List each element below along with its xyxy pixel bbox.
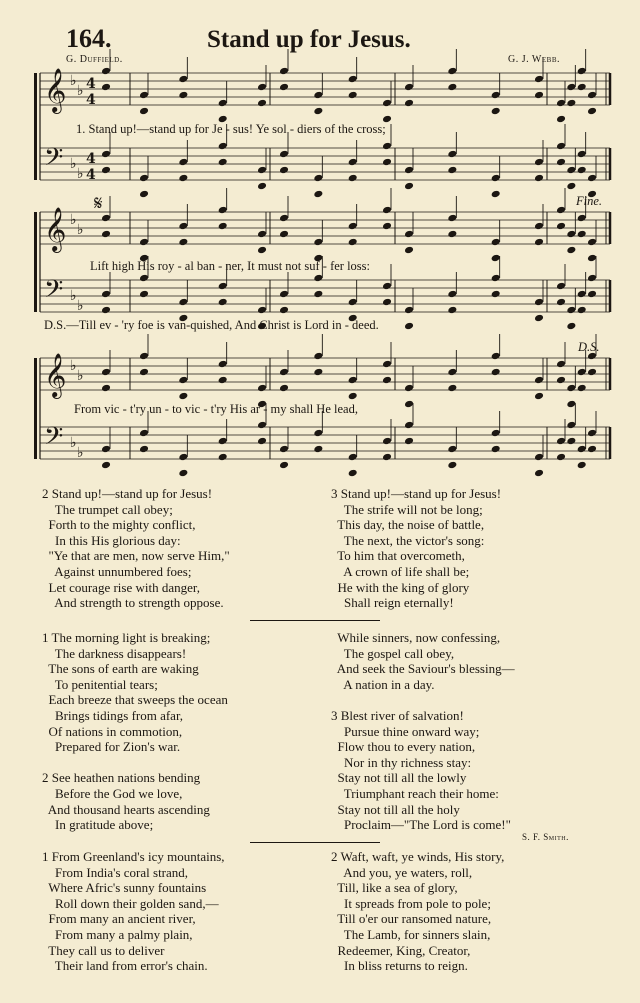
verse-line: Roll down their golden sand,— (42, 895, 219, 911)
note-head (556, 453, 566, 462)
verse-line: In this His glorious day: (42, 532, 181, 548)
bass-clef: 𝄢 (44, 275, 64, 310)
note-head (566, 322, 576, 331)
note-head (178, 158, 188, 167)
note-head (313, 368, 323, 377)
flat-sign: ♭ (77, 368, 84, 384)
verse-line: From many an ancient river, (42, 911, 196, 927)
note-head (257, 99, 267, 108)
verse-line: Where Afric's sunny fountains (42, 880, 207, 896)
note-head (577, 306, 587, 315)
note-head (447, 83, 457, 92)
verse-line: Till, like a sea of glory, (331, 880, 458, 896)
note-head (101, 83, 111, 92)
note-head (348, 75, 358, 84)
note-head (313, 238, 323, 247)
note-head (218, 222, 228, 231)
note-head (556, 298, 566, 307)
note-head (178, 453, 188, 462)
note-head (139, 238, 149, 247)
note-head (348, 453, 358, 462)
note-head (577, 384, 587, 393)
note-head (404, 306, 414, 315)
verse-line: Before the God we love, (42, 785, 183, 801)
bass-clef: 𝄢 (44, 422, 64, 457)
verse-line: In gratitude above; (42, 817, 154, 833)
verse-line: From many a palmy plain, (42, 926, 193, 942)
note-head (566, 99, 576, 108)
note-head (313, 174, 323, 183)
note-head (382, 282, 392, 291)
note-head (101, 306, 111, 315)
note-head (491, 174, 501, 183)
verse-line: Brings tidings from afar, (42, 707, 184, 723)
note-head (382, 222, 392, 231)
verse-line: To penitential tears; (42, 676, 158, 692)
note-head (139, 190, 149, 199)
verse-line: And you, ye waters, roll, (331, 864, 473, 880)
note-head (218, 360, 228, 369)
note-head (447, 67, 457, 76)
note-head (587, 174, 597, 183)
note-head (279, 166, 289, 175)
note-head (534, 392, 544, 401)
verse-line: The sons of earth are waking (42, 661, 199, 677)
note-head (587, 107, 597, 116)
note-head (382, 158, 392, 167)
note-head (101, 290, 111, 299)
note-head (491, 368, 501, 377)
flat-sign: ♭ (70, 435, 77, 451)
note-head (534, 75, 544, 84)
verse-line: While sinners, now confessing, (331, 630, 501, 645)
verse-line: 1 From Greenland's icy mountains, (42, 849, 225, 864)
note-head (279, 150, 289, 159)
note-head (178, 91, 188, 100)
verse-line: Stay not till all the lowly (331, 770, 467, 786)
note-head (313, 107, 323, 116)
note-head (101, 384, 111, 393)
flat-sign: ♭ (77, 83, 84, 99)
flat-sign: ♭ (70, 358, 77, 374)
note-head (534, 376, 544, 385)
treble-clef: 𝄞 (44, 207, 67, 251)
note-head (556, 158, 566, 167)
note-head (566, 306, 576, 315)
note-head (279, 214, 289, 223)
note-head (348, 469, 358, 478)
note-head (447, 445, 457, 454)
hymn-b-signature: S. F. Smith. (522, 832, 569, 842)
note-head (577, 290, 587, 299)
note-head (491, 190, 501, 199)
note-head (534, 91, 544, 100)
note-head (257, 306, 267, 315)
note-head (257, 166, 267, 175)
verse-line: The next, the victor's song: (331, 532, 485, 548)
note-head (313, 190, 323, 199)
note-head (218, 282, 228, 291)
note-head (382, 142, 392, 151)
note-head (491, 238, 501, 247)
note-head (577, 67, 587, 76)
verse-line: And strength to strength oppose. (42, 595, 224, 611)
note-head (218, 142, 228, 151)
note-head (101, 150, 111, 159)
note-head (139, 368, 149, 377)
note-head (382, 437, 392, 446)
note-head (313, 274, 323, 283)
verse-line: Stay not till all the holy (331, 801, 460, 817)
note-head (139, 429, 149, 438)
note-head (101, 67, 111, 76)
note-head (139, 174, 149, 183)
note-head (404, 384, 414, 393)
note-head (139, 91, 149, 100)
time-signature-top: 4 (86, 151, 96, 167)
verse-line: In bliss returns to reign. (331, 958, 468, 974)
note-head (577, 368, 587, 377)
verse-line: 2 See heathen nations bending (42, 770, 201, 786)
note-head (257, 246, 267, 255)
note-head (577, 214, 587, 223)
verse-line (42, 755, 228, 771)
note-head (491, 91, 501, 100)
author-credit: G. Duffield. (66, 54, 123, 65)
verse-line: Flow thou to every nation, (331, 739, 476, 755)
note-head (447, 461, 457, 470)
fine-marker: Fine. (576, 194, 603, 208)
note-head (404, 437, 414, 446)
note-head (348, 376, 358, 385)
flat-sign: ♭ (77, 445, 84, 461)
note-head (404, 322, 414, 331)
note-head (491, 352, 501, 361)
verse-line: 2 Stand up!—stand up for Jesus! (42, 486, 213, 501)
note-head (178, 222, 188, 231)
note-head (577, 230, 587, 239)
note-head (178, 238, 188, 247)
ds-marker: D.S. (578, 340, 600, 354)
verse-line: 3 Stand up!—stand up for Jesus! (331, 486, 502, 501)
system-brace (34, 358, 37, 459)
note-head (257, 83, 267, 92)
note-head (556, 115, 566, 124)
verse-line: The Lamb, for sinners slain, (331, 926, 491, 942)
verse-line: The gospel call obey, (331, 645, 455, 661)
note-head (178, 75, 188, 84)
note-head (139, 107, 149, 116)
note-head (404, 230, 414, 239)
note-head (279, 306, 289, 315)
composer-credit: G. J. Webb. (508, 54, 560, 65)
verse-line: Till o'er our ransomed nature, (331, 911, 492, 927)
note-head (577, 150, 587, 159)
note-head (404, 182, 414, 191)
note-head (556, 437, 566, 446)
verse-line: It spreads from pole to pole; (331, 895, 491, 911)
note-head (566, 384, 576, 393)
note-head (139, 290, 149, 299)
note-head (447, 214, 457, 223)
note-head (534, 314, 544, 323)
flat-sign: ♭ (77, 222, 84, 238)
note-head (404, 400, 414, 409)
note-head (101, 461, 111, 470)
note-head (382, 360, 392, 369)
note-head (101, 166, 111, 175)
note-head (534, 238, 544, 247)
note-head (447, 150, 457, 159)
note-head (534, 158, 544, 167)
section-divider (250, 620, 380, 621)
verse-line: Proclaim—"The Lord is come!" (331, 817, 511, 833)
hymn-c-left (42, 849, 225, 974)
note-head (566, 230, 576, 239)
note-head (218, 298, 228, 307)
note-head (348, 222, 358, 231)
note-head (348, 158, 358, 167)
note-head (587, 274, 597, 283)
note-head (257, 230, 267, 239)
note-head (556, 376, 566, 385)
note-head (577, 166, 587, 175)
note-head (348, 298, 358, 307)
verse-line (331, 692, 515, 708)
verse-line: Shall reign eternally! (331, 595, 454, 611)
note-head (587, 429, 597, 438)
note-head (534, 174, 544, 183)
note-head (556, 222, 566, 231)
note-head (566, 400, 576, 409)
note-head (279, 445, 289, 454)
note-head (218, 376, 228, 385)
note-head (313, 290, 323, 299)
note-head (556, 206, 566, 215)
time-signature-top: 4 (86, 76, 96, 92)
note-head (491, 290, 501, 299)
note-head (279, 290, 289, 299)
verse-line: Nor in thy richness stay: (331, 754, 472, 770)
note-head (566, 421, 576, 430)
hymn-c-right (331, 849, 504, 974)
note-head (491, 274, 501, 283)
note-head (447, 166, 457, 175)
lyric-line-ds: D.S.—Till ev - 'ry foe is van-quished, And Christ is Lord in - deed. (44, 318, 379, 332)
note-head (279, 461, 289, 470)
verse-line: The strife will not be long; (331, 501, 483, 517)
note-head (348, 392, 358, 401)
note-head (218, 206, 228, 215)
flat-sign: ♭ (77, 298, 84, 314)
time-signature-bottom: 4 (86, 167, 96, 183)
verse-line: 3 Blest river of salvation! (331, 707, 464, 723)
lyric-line-3: From vic - t'ry un - to vic - t'ry His ar - my shall He lead, (74, 402, 358, 416)
note-head (348, 238, 358, 247)
verse-line: To him that overcometh, (331, 548, 465, 564)
verse-line: 1 The morning light is breaking; (42, 630, 211, 645)
note-head (447, 384, 457, 393)
verse-line: Redeemer, King, Creator, (331, 942, 471, 958)
note-head (566, 182, 576, 191)
note-head (556, 360, 566, 369)
note-head (139, 445, 149, 454)
note-head (587, 254, 597, 263)
verse-line: A nation in a day. (331, 676, 435, 692)
flat-sign: ♭ (70, 73, 77, 89)
flat-sign: ♭ (77, 166, 84, 182)
note-head (218, 453, 228, 462)
note-head (587, 368, 597, 377)
note-head (447, 368, 457, 377)
note-head (404, 421, 414, 430)
verse-line: Forth to the mighty conflict, (42, 517, 196, 533)
verse-line: This day, the noise of battle, (331, 517, 485, 533)
hymn-b-left (42, 630, 228, 833)
note-head (257, 384, 267, 393)
note-head (566, 166, 576, 175)
note-head (587, 238, 597, 247)
verses-top-right (331, 486, 501, 611)
bass-clef: 𝄢 (44, 143, 64, 178)
system-brace (34, 73, 37, 180)
note-head (491, 254, 501, 263)
note-head (382, 99, 392, 108)
verse-line: The trumpet call obey; (42, 501, 173, 517)
note-head (279, 83, 289, 92)
verse-line: Let courage rise with danger, (42, 579, 200, 595)
note-head (534, 298, 544, 307)
note-head (257, 182, 267, 191)
note-head (587, 290, 597, 299)
note-head (404, 83, 414, 92)
note-head (577, 445, 587, 454)
lyric-line-2: Lift high His roy - al ban - ner, It must not suf - fer loss: (90, 259, 371, 273)
note-head (279, 67, 289, 76)
verse-line: Of nations in commotion, (42, 723, 183, 739)
note-head (101, 368, 111, 377)
note-head (587, 91, 597, 100)
note-head (382, 376, 392, 385)
note-head (404, 246, 414, 255)
note-head (404, 166, 414, 175)
note-head (534, 222, 544, 231)
note-head (178, 469, 188, 478)
note-head (178, 298, 188, 307)
note-head (313, 429, 323, 438)
verse-line: "Ye that are men, now serve Him," (42, 548, 230, 564)
note-head (101, 230, 111, 239)
hymn-number: 164. (66, 24, 112, 53)
flat-sign: ♭ (70, 156, 77, 172)
note-head (178, 392, 188, 401)
verses-top-left (42, 486, 230, 611)
note-head (447, 290, 457, 299)
note-head (313, 352, 323, 361)
note-head (348, 91, 358, 100)
lyric-line-1: 1. Stand up!—stand up for Je - sus! Ye sol - diers of the cross; (76, 122, 386, 136)
verse-line: From India's coral strand, (42, 864, 189, 880)
note-head (279, 230, 289, 239)
note-head (534, 469, 544, 478)
note-head (178, 376, 188, 385)
note-head (447, 230, 457, 239)
flat-sign: ♭ (70, 212, 77, 228)
note-head (587, 445, 597, 454)
note-head (257, 421, 267, 430)
note-head (556, 282, 566, 291)
verse-line: Prepared for Zion's war. (42, 739, 181, 755)
hymn-b-right (331, 630, 515, 833)
note-head (257, 437, 267, 446)
note-head (218, 158, 228, 167)
note-head (491, 445, 501, 454)
segno-sign: 𝄋 (94, 193, 103, 215)
note-head (178, 174, 188, 183)
verse-line: Triumphant reach their home: (331, 785, 499, 801)
note-head (447, 306, 457, 315)
note-head (279, 368, 289, 377)
verse-line: And seek the Saviour's blessing— (331, 661, 515, 677)
treble-clef: 𝄞 (44, 353, 67, 397)
verse-line: Each breeze that sweeps the ocean (42, 692, 228, 708)
note-head (566, 83, 576, 92)
note-head (534, 453, 544, 462)
section-divider (250, 842, 380, 843)
time-signature-bottom: 4 (86, 92, 96, 108)
verse-line: And thousand hearts ascending (42, 801, 210, 817)
note-head (556, 99, 566, 108)
note-head (404, 99, 414, 108)
verse-line: He with the king of glory (331, 579, 470, 595)
flat-sign: ♭ (70, 288, 77, 304)
verse-line: The darkness disappears! (42, 645, 187, 661)
verse-line: A crown of life shall be; (331, 563, 470, 579)
note-head (313, 445, 323, 454)
note-head (139, 274, 149, 283)
verse-line: Their land from error's chain. (42, 958, 208, 974)
note-head (491, 429, 501, 438)
note-head (556, 142, 566, 151)
note-head (566, 246, 576, 255)
verse-line: 2 Waft, waft, ye winds, His story, (331, 849, 505, 864)
verse-line: They call us to deliver (42, 942, 165, 958)
note-head (348, 174, 358, 183)
treble-clef: 𝄞 (44, 68, 67, 112)
note-head (218, 437, 228, 446)
verse-line: Against unnumbered foes; (42, 563, 192, 579)
note-head (382, 206, 392, 215)
note-head (382, 453, 392, 462)
note-head (279, 384, 289, 393)
verse-line: Pursue thine onward way; (331, 723, 480, 739)
note-head (577, 461, 587, 470)
note-head (139, 352, 149, 361)
note-head (577, 83, 587, 92)
hymn-title: Stand up for Jesus. (207, 26, 411, 53)
note-head (566, 437, 576, 446)
note-head (382, 298, 392, 307)
note-head (218, 99, 228, 108)
note-head (491, 107, 501, 116)
note-head (313, 91, 323, 100)
note-head (101, 445, 111, 454)
system-brace (34, 212, 37, 312)
